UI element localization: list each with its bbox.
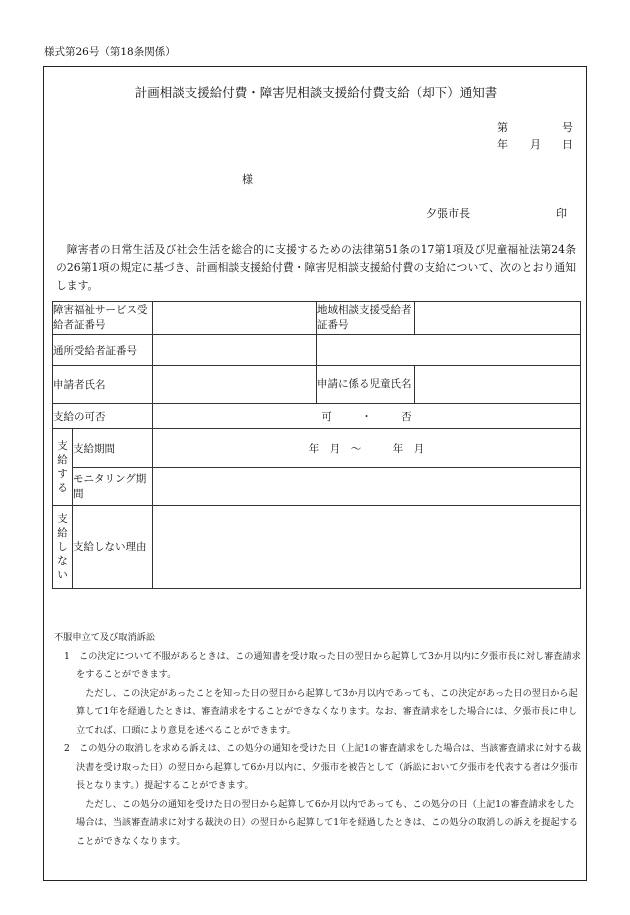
nongrant-group-text: 支給しない: [57, 513, 68, 581]
date-year-label: 年: [497, 138, 508, 151]
table-row: [53, 335, 581, 366]
approval-label: 支給の可否: [53, 404, 153, 429]
period-label: 支給期間: [73, 429, 153, 468]
monitoring-period-label: モニタリング期間: [73, 468, 153, 506]
welfare-service-number-label: 障害福祉サービス受給者証番号: [53, 302, 153, 335]
facility-number-label: 通所受給者証番号: [53, 335, 153, 366]
applicant-name-field[interactable]: [153, 366, 317, 404]
welfare-service-number-field[interactable]: [153, 302, 317, 335]
appeal-notes: [54, 629, 582, 851]
reason-field[interactable]: [153, 506, 581, 589]
note-item-1: 1 この決定について不服があるときは、この通知書を受け取った日の翌日から起算して3か月以内に夕張市長に対し審査請求をすることができます。: [64, 650, 581, 680]
date-month-label: 月: [530, 138, 541, 151]
period-field[interactable]: 年 月 〜 年 月: [153, 429, 581, 468]
grant-group-text: 支給する: [57, 440, 68, 494]
notice-table: [52, 301, 581, 589]
deny-option[interactable]: 否: [401, 410, 412, 423]
grant-group-label: [53, 429, 73, 506]
number-suffix: 号: [562, 121, 573, 134]
notes-heading: 不服申立て及び取消訴訟: [54, 632, 156, 643]
note-item-2: 2 この処分の取消しを求める訴えは、この処分の通知を受けた日（上記1の審査請求をした場合は、当該審査請求に対する裁決書を受け取った日）の翌日から起算して6か月以内に、夕張市を被告として（訴訟において夕張市を代表する者は夕張市長となります。）提起することができます。: [64, 743, 582, 791]
table-row: [53, 429, 581, 468]
document-title: 計画相談支援給付費・障害児相談支援給付費支給（却下）通知書: [134, 85, 498, 100]
note-item-2-sub: ただし、この処分の通知を受けた日の翌日から起算して6か月以内であっても、この処分の日（上記1の審査請求をした場合は、当該審査請求に対する裁決の日）の翌日から起算して1年を経過したときは、この処分の取消しの訴えを提起することができなくなります。: [76, 798, 578, 847]
child-name-field[interactable]: [415, 366, 581, 404]
facility-number-field[interactable]: [153, 335, 317, 366]
issuer-name: 夕張市長: [426, 207, 470, 220]
intro-paragraph: 障害者の日常生活及び社会生活を総合的に支援するための法律第51条の17第1項及び児童福祉法第24条の26第1項の規定に基づき、計画相談支援給付費・障害児相談支援給付費の支給について、次のとおり通知します。: [56, 243, 576, 292]
blank-cell: [317, 335, 581, 366]
nongrant-group-label: [53, 506, 73, 589]
approval-choice[interactable]: [153, 404, 581, 429]
seal-mark: 印: [556, 207, 567, 220]
table-row: [53, 302, 581, 335]
table-row: [53, 468, 581, 506]
recipient-honorific: 様: [242, 173, 253, 186]
child-name-label: 申請に係る児童氏名: [317, 366, 415, 404]
date-day-label: 日: [562, 138, 573, 151]
form-number-label: 様式第26号（第18条関係）: [44, 46, 176, 58]
monitoring-period-field[interactable]: [153, 468, 581, 506]
table-row: [53, 506, 581, 589]
table-row: [53, 366, 581, 404]
community-consult-number-field[interactable]: [415, 302, 581, 335]
approve-option[interactable]: 可: [321, 410, 332, 423]
applicant-name-label: 申請者氏名: [53, 366, 153, 404]
community-consult-number-label: 地域相談支援受給者証番号: [317, 302, 415, 335]
notice-frame: [43, 66, 587, 881]
separator-dot: ・: [361, 410, 372, 423]
reason-label: 支給しない理由: [73, 506, 153, 589]
table-row: [53, 404, 581, 429]
note-item-1-sub: ただし、この決定があったことを知った日の翌日から起算して3か月以内であっても、この決定があった日の翌日から起算して1年を経過したときは、審査請求をすることができなくなります。なお、審査請求をした場合には、夕張市長に申し立てれば、口頭により意見を述べることができます。: [76, 687, 578, 736]
number-prefix: 第: [497, 121, 508, 134]
